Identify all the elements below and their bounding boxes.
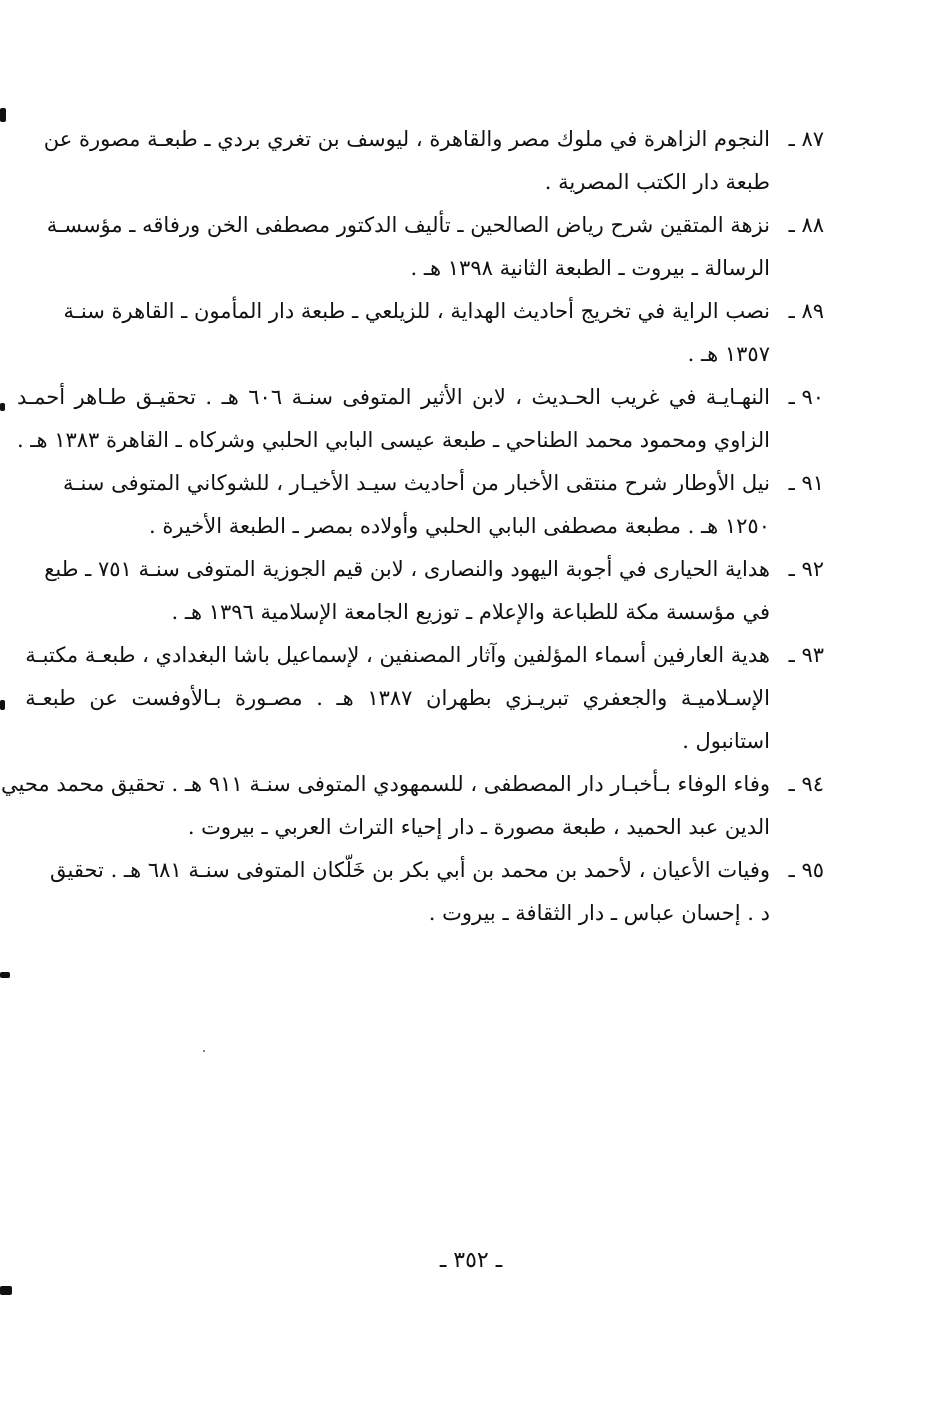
entry-line: استانبول . xyxy=(682,729,770,753)
entry-line: في مؤسسة مكة للطباعة والإعلام ـ توزيع الجامعة الإسلامية ١٣٩٦ هـ . xyxy=(171,600,770,624)
entry-line: نصب الراية في تخريج أحاديث الهداية ، للزيلعي ـ طبعة دار المأمون ـ القاهرة سنـة xyxy=(63,299,770,323)
entry-line: د . إحسان عباس ـ دار الثقافة ـ بيروت . xyxy=(428,901,770,925)
entry-text xyxy=(47,204,770,290)
scan-edge-mark xyxy=(0,1286,12,1295)
entry-line: الرسالة ـ بيروت ـ الطبعة الثانية ١٣٩٨ هـ . xyxy=(410,256,770,280)
bibliography-entry xyxy=(50,849,824,935)
scan-edge-mark xyxy=(0,972,10,978)
bibliography-entry xyxy=(44,548,824,634)
entry-number: ٩٤ ـ xyxy=(788,772,824,796)
bibliography-entry xyxy=(25,634,824,763)
entry-line: وفيات الأعيان ، لأحمد بن محمد بن أبي بكر بن خَلّكان المتوفى سنـة ٦٨١ هـ . تحقيق xyxy=(50,858,770,882)
page-number: ـ ٣٥٢ ـ xyxy=(439,1248,503,1273)
entry-text xyxy=(25,634,770,763)
entry-number: ٨٩ ـ xyxy=(788,299,824,323)
entry-line: الزاوي ومحمود محمد الطناحي ـ طبعة عيسى البابي الحلبي وشركاه ـ القاهرة ١٣٨٣ هـ . xyxy=(16,428,770,452)
entry-text xyxy=(63,462,770,548)
entry-line: هدية العارفين أسماء المؤلفين وآثار المصنفين ، لإسماعيل باشا البغدادي ، طبعـة مكتبـة xyxy=(25,643,770,667)
entry-line: وفاء الوفاء بـأخبـار دار المصطفى ، للسمهودي المتوفى سنـة ٩١١ هـ . تحقيق محمد محيي xyxy=(1,772,770,796)
entry-number: ٩١ ـ xyxy=(788,471,824,495)
entry-line: ١٣٥٧ هـ . xyxy=(687,342,770,366)
entry-number: ٩٣ ـ xyxy=(788,643,824,667)
entry-line: ١٢٥٠ هـ . مطبعة مصطفى البابي الحلبي وأولاده بمصر ـ الطبعة الأخيرة . xyxy=(148,514,770,538)
entry-text xyxy=(50,849,770,935)
bibliography-entry xyxy=(1,763,824,849)
bibliography-entry xyxy=(46,204,824,290)
entry-line: نزهة المتقين شرح رياض الصالحين ـ تأليف الدكتور مصطفى الخن ورفاقه ـ مؤسسـة xyxy=(46,213,770,237)
scan-edge-mark xyxy=(0,700,5,710)
bibliography-entry xyxy=(16,376,824,462)
entry-text xyxy=(1,763,770,849)
bibliography-entry xyxy=(43,118,824,204)
entry-number: ٩٢ ـ xyxy=(788,557,824,581)
entry-line: هداية الحيارى في أجوبة اليهود والنصارى ، لابن قيم الجوزية المتوفى سنـة ٧٥١ ـ طبع xyxy=(44,557,770,581)
bibliography-list xyxy=(1,118,824,935)
entry-number: ٨٨ ـ xyxy=(788,213,824,237)
scan-speck xyxy=(203,1050,205,1052)
entry-line: نيل الأوطار شرح منتقى الأخبار من أحاديث سيـد الأخيـار ، للشوكاني المتوفى سنـة xyxy=(63,471,770,495)
entry-text xyxy=(17,376,770,462)
entry-line: الدين عبد الحميد ، طبعة مصورة ـ دار إحياء التراث العربي ـ بيروت . xyxy=(187,815,770,839)
bibliography-entry xyxy=(63,462,824,548)
entry-line: النهـايـة في غريب الحـديث ، لابن الأثير المتوفى سنـة ٦٠٦ هـ . تحقيـق طـاهر أحمـد xyxy=(16,385,770,409)
scan-edge-mark xyxy=(0,403,5,411)
entry-line: طبعة دار الكتب المصرية . xyxy=(544,170,770,194)
entry-text xyxy=(44,548,770,634)
entry-number: ٩٥ ـ xyxy=(788,858,824,882)
entry-number: ٨٧ ـ xyxy=(788,127,824,151)
entry-text xyxy=(64,290,771,376)
entry-text xyxy=(44,118,770,204)
entry-line: الإسـلاميـة والجعفري تبريـزي بطهران ١٣٨٧ هـ . مصـورة بـالأوفست عن طبعـة xyxy=(25,686,770,710)
bibliography-entry xyxy=(63,290,824,376)
scan-edge-mark xyxy=(0,108,6,122)
entry-line: النجوم الزاهرة في ملوك مصر والقاهرة ، ليوسف بن تغري بردي ـ طبعـة مصورة عن xyxy=(43,127,770,151)
entry-number: ٩٠ ـ xyxy=(788,385,824,409)
